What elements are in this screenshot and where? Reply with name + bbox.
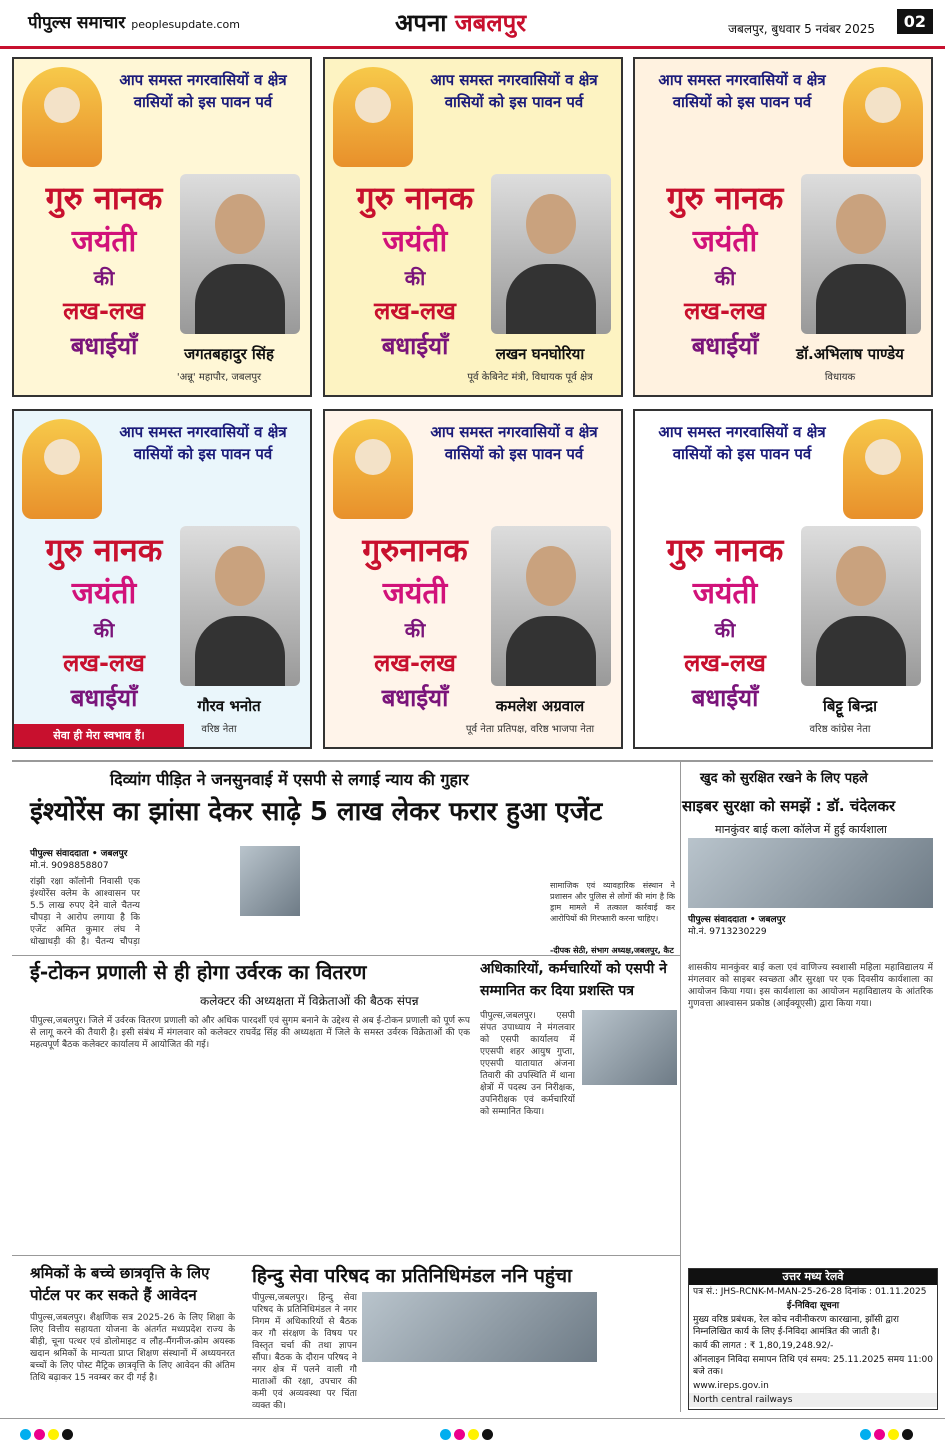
person-role: विधायक	[824, 372, 856, 383]
yellow-dot	[888, 1429, 899, 1440]
tender-type: ई-निविदा सूचना	[786, 1301, 840, 1311]
dateline: जबलपुर, बुधवार 5 नवंबर 2025	[728, 22, 875, 36]
ad-title: गुरु नानक	[666, 179, 784, 217]
ad-title: गुरु नानक	[45, 179, 163, 217]
magenta-dot	[454, 1429, 465, 1440]
tender-notice	[688, 1268, 938, 1410]
person-name: जगतबहादुर सिंह	[184, 345, 274, 363]
story4-photo	[582, 1010, 677, 1085]
guru-nanak-image	[333, 67, 413, 167]
tender-site: www.ireps.gov.in	[693, 1381, 769, 1391]
person-role: वरिष्ठ नेता	[201, 724, 237, 735]
person-name: बिट्टू बिन्द्रा	[823, 697, 877, 715]
story2-body: शासकीय मानकुंवर बाई कला एवं वाणिज्य स्वशासी महिला महाविद्यालय में मंगलवार को साइबर स्वच्छता और सुरक्षा पर एक दिवसीय कार्यशाला का आयोजन किया गया। इस कार्यशाला का आयोजन महाविद्यालय के आंतरिक गुणवत्ता आश्वासन प्रकोष्ठ (आईक्यूएसी) द्वारा किया गया।	[688, 963, 933, 1009]
ad-badhai: बधाईयाँ	[70, 332, 138, 360]
story3-sub: कलेक्टर की अध्यक्षता में विक्रेताओं की बैठक संपन्न	[200, 994, 419, 1008]
story2-headline: साइबर सुरक्षा को समझें : डॉ. चंदेलकर	[682, 797, 896, 815]
ad-title: गुरु नानक	[356, 179, 474, 217]
ad-ki: की	[404, 618, 426, 642]
magenta-dot	[34, 1429, 45, 1440]
cyan-dot	[860, 1429, 871, 1440]
greeting-ad	[323, 57, 623, 397]
ad-greeting: आप समस्त नगरवासियों व क्षेत्र वासियों को इस पावन पर्व	[658, 423, 826, 463]
tender-footer: North central railways	[689, 1393, 937, 1407]
brand-name: पीपुल्स समाचार	[28, 13, 126, 33]
ad-title: गुरु नानक	[45, 531, 163, 569]
black-dot	[62, 1429, 73, 1440]
brand	[28, 10, 240, 33]
story1-kicker: दिव्यांग पीड़ित ने जनसुनवाई में एसपी से लगाई न्याय की गुहार	[110, 770, 469, 789]
story6-photo	[362, 1292, 597, 1362]
black-dot	[902, 1429, 913, 1440]
divider	[12, 760, 933, 762]
greeting-ad	[633, 409, 933, 749]
story6-body: पीपुल्स,जबलपुर। हिन्दु सेवा परिषद के प्रतिनिधिमंडल ने नगर निगम में अधिकारियों से बैठक कर गौ संरक्षण के विषय पर विस्तृत चर्चा की तथा ज्ञापन सौंपा। बैठक के दौरान परिषद ने नगर क्षेत्र में पलने वाली गौ माताओं की रक्षा, उपचार की कमी एवं अव्यवस्था पर चिंता व्यक्त की।	[252, 1293, 357, 1411]
color-dots-left	[20, 1425, 76, 1444]
story5-body: पीपुल्स,जबलपुर। शैक्षणिक सत्र 2025-26 के लिए शिक्षा के लिए वित्तीय सहायता योजना के अंतर्गत मध्यप्रदेश राज्य के बीड़ी, चूना पत्थर एवं डोलोमाइट व लौह-मैंगनीज-क्रोम अयस्क खदान श्रमिकों के मान्यता प्राप्त शिक्षण संस्थानों में अध्ययनरत बच्चों के लिए पोस्ट मैट्रिक छात्रवृत्ति के लिए आवेदन की अंतिम तिथि बढ़ाकर 15 नवम्बर कर दी गई है।	[30, 1313, 235, 1383]
person-role: पूर्व केबिनेट मंत्री, विधायक पूर्व क्षेत्र	[467, 372, 593, 383]
tender-railway: उत्तर मध्य रेलवे	[689, 1269, 937, 1285]
tender-date: दिनांक : 01.11.2025	[844, 1287, 927, 1297]
story2-phone: मो.नं. 9713230229	[688, 927, 767, 937]
page-title-b: जबलपुर	[454, 9, 527, 37]
ad-lakh: लख-लख	[63, 649, 145, 677]
story1-quote: सामाजिक एवं व्यावहारिक संस्थान ने प्रशासन और पुलिस से लोगों की मांग है कि ड्राम मामले में तत्काल कार्रवाई कर आरोपियों की गिरफ्तारी करना चाहिए।	[550, 881, 675, 923]
ad-greeting: आप समस्त नगरवासियों व क्षेत्र वासियों को इस पावन पर्व	[658, 71, 826, 111]
ad-greeting: आप समस्त नगरवासियों व क्षेत्र वासियों को इस पावन पर्व	[430, 71, 598, 111]
ad-lakh: लख-लख	[63, 297, 145, 325]
cyan-dot	[440, 1429, 451, 1440]
ad-badhai: बधाईयाँ	[381, 332, 449, 360]
ad-greeting: आप समस्त नगरवासियों व क्षेत्र वासियों को इस पावन पर्व	[430, 423, 598, 463]
masthead	[0, 0, 945, 49]
story1-photo	[240, 846, 300, 916]
brand-site: peoplesupdate.com	[131, 18, 240, 31]
person-photo	[801, 174, 921, 334]
ad-ki: की	[93, 266, 115, 290]
ad-subtitle: जयंती	[382, 224, 448, 259]
tender-cost: कार्य की लागत : ₹ 1,80,19,248.92/-	[693, 1341, 834, 1351]
story1-phone: मो.नं. 9098858807	[30, 861, 109, 871]
guru-nanak-image	[843, 419, 923, 519]
tender-line1: मुख्य वरिष्ठ प्रबंधक, रेल कोच नवीनीकरण कारखाना, झाँसी द्वारा निम्नलिखित कार्य के लिए ई-निविदा आमंत्रित की जाती है।	[693, 1315, 900, 1337]
greeting-ad	[12, 57, 312, 397]
ad-badhai: बधाईयाँ	[691, 332, 759, 360]
story1-headline: इंश्योरेंस का झांसा देकर साढ़े 5 लाख लेकर फरार हुआ एजेंट	[30, 797, 603, 827]
page-number: 02	[897, 9, 933, 34]
ad-lakh: लख-लख	[684, 649, 766, 677]
page-title-a: अपना	[395, 9, 447, 37]
story2-sub: मानकुंवर बाई कला कॉलेज में हुई कार्यशाला	[715, 823, 887, 836]
greeting-ad	[12, 409, 312, 749]
story3-body: पीपुल्स,जबलपुर। जिले में उर्वरक वितरण प्रणाली को और अधिक पारदर्शी एवं सुगम बनाने के उद्देश्य से अब ई-टोकन प्रणाली को पूर्ण रूप से लागू करने की तैयारी है। इसी संबंध में मंगलवार को कलेक्टर राघवेंद्र सिंह की अध्यक्षता में जिले के समस्त उर्वरक विक्रेताओं की एक महत्वपूर्ण बैठक कलेक्टर कार्यालय में आयोजित की गई।	[30, 1016, 470, 1050]
guru-nanak-image	[22, 67, 102, 167]
story4-body: पीपुल्स,जबलपुर। एसपी संपत उपाध्याय ने मंगलवार को एसपी कार्यालय में एएसपी शहर आयुष गुप्ता, एएसपी यातायात अंजना तिवारी की उपस्थिति में थाना क्षेत्रों में पदस्थ उन निरीक्षक, उपनिरीक्षक एवं कर्मचारियों को सम्मानित किया।	[480, 1011, 575, 1117]
color-dots-right	[860, 1425, 916, 1444]
guru-nanak-image	[843, 67, 923, 167]
ad-lakh: लख-लख	[684, 297, 766, 325]
story1-body: रांझी रक्षा कॉलोनी निवासी एक इंश्योरेंस क्लेम के आश्वासन पर 5.5 लाख रुपए देने वाले चैतन्य चौपड़ा ने आरोप लगाया है कि एजेंट अमित कुमार लंघ ने धोखाधड़ी की है। चैतन्य चौपड़ा	[30, 877, 140, 946]
story2-kicker: खुद को सुरक्षित रखने के लिए पहले	[700, 771, 868, 786]
ad-ki: की	[714, 618, 736, 642]
tender-ref	[689, 1285, 937, 1299]
story1-byline: पीपुल्स संवाददाता • जबलपुर	[30, 849, 128, 859]
guru-nanak-image	[333, 419, 413, 519]
ad-ki: की	[714, 266, 736, 290]
person-role: 'अन्नू' महापौर, जबलपुर	[176, 372, 262, 383]
story6-headline: हिन्दु सेवा परिषद का प्रतिनिधिमंडल ननि पहुंचा	[252, 1265, 572, 1287]
ad-subtitle: जयंती	[382, 576, 448, 611]
ad-subtitle: जयंती	[71, 576, 137, 611]
person-photo	[180, 174, 300, 334]
yellow-dot	[48, 1429, 59, 1440]
page-title	[395, 6, 526, 39]
person-name: गौरव भनोत	[197, 697, 261, 715]
person-photo	[801, 526, 921, 686]
person-name: कमलेश अग्रवाल	[495, 697, 585, 715]
ad-badhai: बधाईयाँ	[381, 684, 449, 712]
ad-subtitle: जयंती	[71, 224, 137, 259]
divider	[12, 955, 680, 956]
story3-headline: ई-टोकन प्रणाली से ही होगा उर्वरक का वितरण	[30, 960, 367, 984]
ad-subtitle: जयंती	[692, 224, 758, 259]
greeting-ads	[12, 57, 933, 755]
person-photo	[491, 174, 611, 334]
divider	[680, 762, 681, 1412]
tender-ref-no: पत्र सं.: JHS-RCNK-M-MAN-25-26-28	[693, 1287, 842, 1297]
ad-ki: की	[404, 266, 426, 290]
person-name: लखन घनघोरिया	[495, 345, 585, 363]
ad-slogan: सेवा ही मेरा स्वभाव हैं।	[14, 724, 184, 747]
person-photo	[491, 526, 611, 686]
registration-bar	[0, 1418, 945, 1446]
ad-greeting: आप समस्त नगरवासियों व क्षेत्र वासियों को इस पावन पर्व	[119, 71, 287, 111]
greeting-ad	[323, 409, 623, 749]
ad-lakh: लख-लख	[374, 297, 456, 325]
magenta-dot	[874, 1429, 885, 1440]
ad-title: गुरुनानक	[362, 531, 468, 569]
color-dots-center	[440, 1425, 496, 1444]
person-role: वरिष्ठ कांग्रेस नेता	[809, 724, 871, 735]
person-photo	[180, 526, 300, 686]
ad-subtitle: जयंती	[692, 576, 758, 611]
story4-headline: अधिकारियों, कर्मचारियों को एसपी ने सम्मानित कर दिया प्रशस्ति पत्र	[480, 961, 667, 999]
ad-lakh: लख-लख	[374, 649, 456, 677]
story2-byline: पीपुल्स संवाददाता • जबलपुर	[688, 915, 786, 925]
black-dot	[482, 1429, 493, 1440]
tender-close: ऑनलाइन निविदा समापन तिथि एवं समय: 25.11.2025 समय 11:00 बजे तक।	[693, 1355, 934, 1377]
cyan-dot	[20, 1429, 31, 1440]
person-role: पूर्व नेता प्रतिपक्ष, वरिष्ठ भाजपा नेता	[465, 724, 595, 735]
guru-nanak-image	[22, 419, 102, 519]
ad-ki: की	[93, 618, 115, 642]
story1-quote-by: -दीपक सेठी, संभाग अध्यक्ष,जबलपुर, कैट	[550, 946, 674, 955]
ad-badhai: बधाईयाँ	[691, 684, 759, 712]
divider	[12, 1255, 680, 1256]
story2-photo	[688, 838, 933, 908]
ad-greeting: आप समस्त नगरवासियों व क्षेत्र वासियों को इस पावन पर्व	[119, 423, 287, 463]
person-name: डॉ.अभिलाष पाण्डेय	[796, 345, 904, 363]
yellow-dot	[468, 1429, 479, 1440]
story5-headline: श्रमिकों के बच्चे छात्रवृत्ति के लिए पोर्टल पर कर सकते हैं आवेदन	[30, 1264, 210, 1304]
ad-title: गुरु नानक	[666, 531, 784, 569]
greeting-ad	[633, 57, 933, 397]
ad-badhai: बधाईयाँ	[70, 684, 138, 712]
